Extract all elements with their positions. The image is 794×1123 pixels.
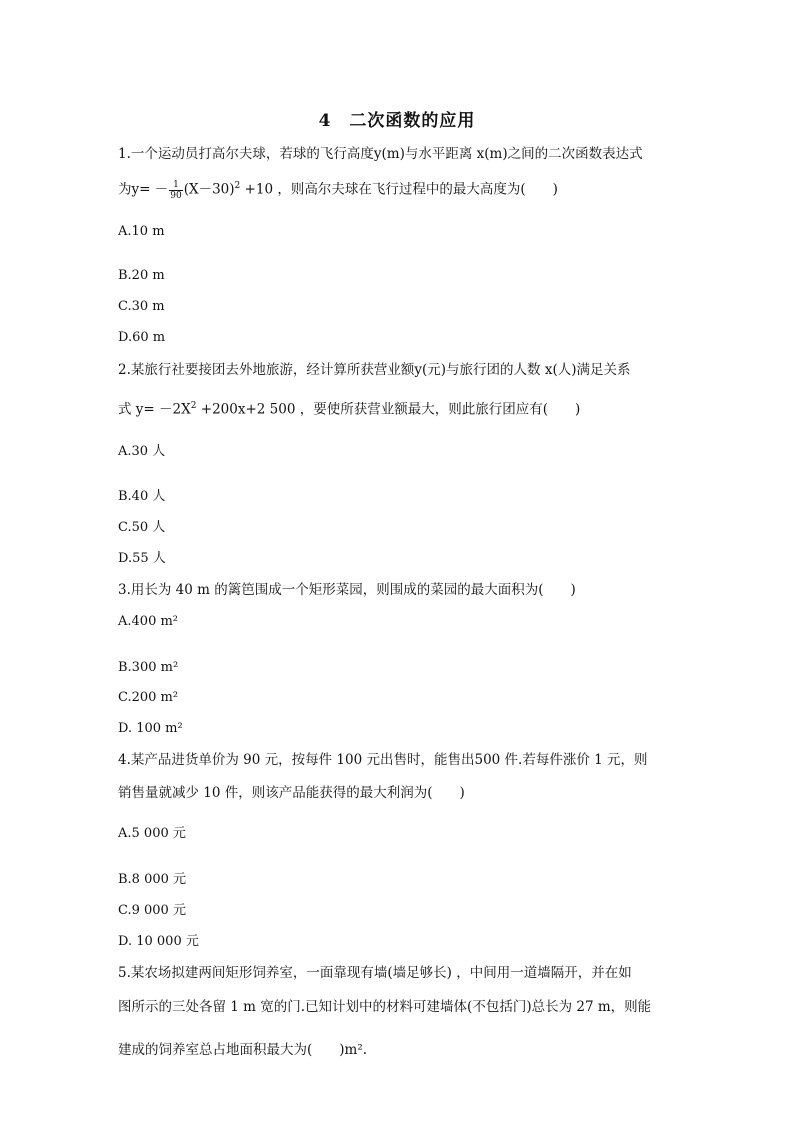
question-2-option-c: C.50 人 [118,520,166,535]
question-1-line-1: 1.一个运动员打高尔夫球，若球的飞行高度y(m)与水平距离 x(m)之间的二次函数表达式 [118,146,643,162]
question-2-option-a: A.30 人 [118,444,166,459]
question-5-line-1: 5.某农场拟建两间矩形饲养室，一面靠现有墙(墙足够长) ，中间用一道墙隔开，并在如 [118,965,632,981]
question-4-line-2: 销售量就减少 10 件，则该产品能获得的最大利润为( ) [118,785,465,801]
question-1-option-b: B.20 m [118,268,165,283]
q1-fraction-numerator: 1 [169,180,182,191]
question-3-option-a: A.400 m² [118,614,179,629]
question-1-option-c: C.30 m [118,299,165,314]
question-2-option-b: B.40 人 [118,489,166,504]
question-4-option-b: B.8 000 元 [118,872,187,887]
q1-fraction-denominator: 90 [170,190,182,201]
question-1-line-2 [118,176,558,201]
q2-formula-suffix: +200x+2 500 ，要使所获营业额最大，则此旅行团应有( ) [196,401,581,418]
q1-fraction [169,180,182,201]
question-4-option-a: A.5 000 元 [118,826,186,841]
q1-formula-mid: (X－30) [183,181,235,198]
question-4-line-1: 4.某产品进货单价为 90 元，按每件 100 元出售时，能售出500 件.若每件涨价 1 元，则 [118,752,648,768]
q1-formula-suffix: +10 ，则高尔夫球在飞行过程中的最大高度为( ) [240,181,558,198]
page-title: 4 二次函数的应用 [318,111,476,131]
q1-formula-prefix: 为y= － [118,181,169,198]
question-1-option-d: D.60 m [118,330,166,345]
question-4-option-d: D. 10 000 元 [118,934,199,949]
question-2-line-2 [118,396,580,420]
q1-formula-exponent: 2 [234,181,241,191]
question-3-option-c: C.200 m² [118,690,179,705]
q2-formula-prefix: 式 y= －2X [118,401,191,418]
question-3-option-d: D. 100 m² [118,721,183,736]
question-3-option-b: B.300 m² [118,660,179,675]
question-1-option-a: A.10 m [118,224,165,239]
q2-formula-exponent: 2 [190,401,197,411]
question-5-line-2: 图所示的三处各留 1 m 宽的门.已知计划中的材料可建墙体(不包括门)总长为 27 m，则能 [118,999,652,1015]
question-4-option-c: C.9 000 元 [118,903,186,918]
question-2-line-1: 2.某旅行社要接团去外地旅游，经计算所获营业额y(元)与旅行团的人数 x(人)满足关系 [118,362,631,378]
question-2-option-d: D.55 人 [118,551,166,566]
question-3-line-1: 3.用长为 40 m 的篱笆围成一个矩形菜园，则围成的菜园的最大面积为( ) [118,582,576,598]
question-5-line-3: 建成的饲养室总占地面积最大为( )m². [118,1042,368,1058]
